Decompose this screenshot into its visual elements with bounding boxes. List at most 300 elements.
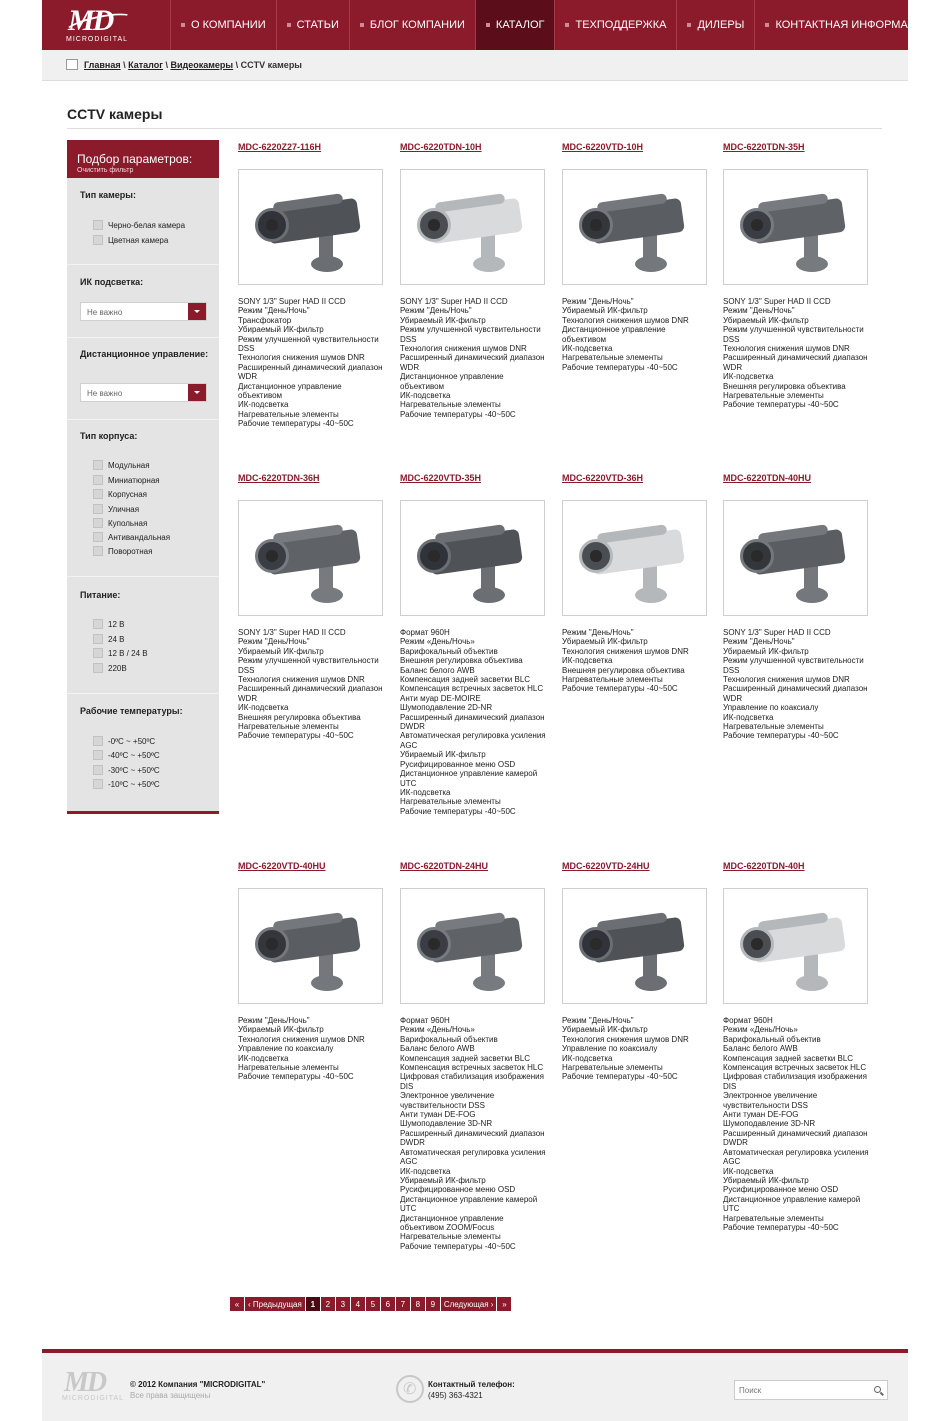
spec-line: Компенсация встречных засветок HLC	[400, 1063, 544, 1073]
spec-line: Режим улучшенной чувствительности	[238, 334, 379, 344]
product-specs	[723, 297, 875, 410]
option-label: 12 В / 24 В	[108, 648, 148, 658]
spec-line: DWDR	[400, 1138, 425, 1148]
spec-line: Убираемый ИК-фильтр	[723, 1175, 809, 1185]
camera-icon	[239, 501, 383, 616]
checkbox[interactable]	[93, 750, 103, 760]
page-button[interactable]: 5	[366, 1297, 380, 1311]
breadcrumb-current: CCTV камеры	[240, 60, 302, 70]
option-label: Модульная	[108, 460, 150, 470]
spec-line: Нагревательные элементы	[562, 675, 663, 685]
product-specs	[562, 1016, 714, 1082]
spec-line: Режим улучшенной чувствительности	[723, 325, 864, 335]
spec-line: Шумоподавление 2D-NR	[400, 703, 493, 713]
page-title: CCTV камеры	[67, 106, 163, 122]
spec-line: Компенсация задней засветки BLC	[723, 1053, 854, 1063]
logo-mark: MD	[68, 4, 113, 37]
product-image[interactable]	[400, 500, 545, 616]
spec-line: Нагревательные элементы	[238, 1063, 339, 1073]
spec-line: Убираемый ИК-фильтр	[400, 315, 486, 325]
logo-wordmark: MICRODIGITAL	[66, 36, 129, 43]
filter-group-title: Дистанционное управление:	[80, 349, 209, 359]
filter-option[interactable]	[93, 489, 147, 499]
spec-line: Технология снижения шумов DNR	[238, 675, 365, 685]
spec-line: ИК-подсветка	[238, 1053, 289, 1063]
option-label: -40ºC ~ +50ºC	[108, 750, 160, 760]
bullet-icon	[360, 23, 364, 27]
spec-line: Электронное увеличение	[723, 1091, 818, 1101]
clear-filter-link[interactable]: Очистить фильтр	[77, 167, 134, 174]
spec-line: объективом	[562, 334, 607, 344]
nav-label: КАТАЛОГ	[495, 19, 545, 31]
spec-line: объективом	[400, 381, 445, 391]
checkbox[interactable]	[93, 779, 103, 789]
product-name-link[interactable]: MDC-6220TDN-24HU	[400, 861, 489, 871]
spec-line: Нагревательные элементы	[562, 353, 663, 363]
rights-text: Все права защищены	[130, 1391, 211, 1400]
spec-line: Цифровая стабилизация изображения	[400, 1072, 544, 1082]
filter-option[interactable]	[93, 750, 160, 760]
product-specs	[400, 628, 552, 816]
option-label: Миниатюрная	[108, 475, 160, 485]
spec-line: Нагревательные элементы	[723, 1213, 824, 1223]
logo-wordmark: MICRODIGITAL	[62, 1395, 125, 1402]
filter-option[interactable]	[93, 220, 185, 230]
divider	[67, 337, 219, 338]
checkbox[interactable]	[93, 634, 103, 644]
breadcrumb-link-cameras[interactable]: Видеокамеры	[170, 60, 234, 70]
spec-line: Режим "День/Ночь"	[723, 637, 795, 647]
page-button[interactable]: 3	[336, 1297, 350, 1311]
page-button[interactable]: 2	[321, 1297, 335, 1311]
checkbox[interactable]	[93, 475, 103, 485]
spec-line: Баланс белого AWB	[400, 665, 475, 675]
spec-line: ИК-подсветка	[562, 1053, 613, 1063]
camera-icon	[563, 889, 707, 1004]
chevron-down-icon[interactable]	[188, 384, 206, 401]
filter-option[interactable]	[93, 504, 139, 514]
product-image[interactable]	[723, 500, 868, 616]
select-value: Не важно	[87, 308, 123, 317]
nav-label: КОНТАКТНАЯ ИНФОРМАЦИЯ	[775, 19, 932, 31]
filter-option[interactable]	[93, 235, 168, 245]
option-label: -30ºC ~ +50ºC	[108, 765, 160, 775]
product-name-link[interactable]: MDC-6220VTD-24HU	[562, 861, 650, 871]
spec-line: WDR	[238, 372, 258, 382]
spec-line: SONY 1/3" Super HAD II CCD	[238, 628, 346, 637]
spec-line: Шумоподавление 3D-NR	[723, 1119, 816, 1129]
site-header	[42, 0, 932, 50]
spec-line: Режим «День/Ночь»	[723, 1025, 798, 1035]
remote-control-select[interactable]	[80, 383, 207, 402]
filter-option[interactable]	[93, 460, 150, 470]
filter-group-title: Тип камеры:	[80, 190, 136, 200]
spec-line: Управление по коаксиалу	[238, 1044, 334, 1054]
option-label: Корпусная	[108, 489, 147, 499]
product-name-link[interactable]: MDC-6220VTD-40HU	[238, 861, 326, 871]
spec-line: Рабочие температуры -40~50С	[400, 409, 516, 419]
spec-line: Расширенный динамический диапазон	[238, 684, 383, 694]
filter-option[interactable]	[93, 619, 124, 629]
company-logo[interactable]	[64, 6, 144, 44]
spec-line: Убираемый ИК-фильтр	[562, 637, 648, 647]
spec-line: WDR	[238, 693, 258, 703]
camera-icon	[724, 501, 868, 616]
nav-label: СТАТЬИ	[296, 19, 339, 31]
nav-item-catalog[interactable]	[475, 0, 555, 50]
checkbox[interactable]	[93, 765, 103, 775]
spec-line: Режим улучшенной чувствительности	[400, 325, 541, 335]
filter-option[interactable]	[93, 648, 148, 658]
spec-line: Варифокальный объектив	[723, 1034, 821, 1044]
spec-line: Формат 960H	[400, 628, 450, 637]
next-page-button[interactable]: Следующая ›	[441, 1297, 497, 1311]
spec-line: Режим "День/Ночь"	[238, 306, 310, 316]
checkbox[interactable]	[93, 648, 103, 658]
spec-line: Рабочие температуры -40~50С	[562, 684, 678, 694]
spec-line: Убираемый ИК-фильтр	[238, 1025, 324, 1035]
page-button[interactable]: 4	[351, 1297, 365, 1311]
filter-title: Подбор параметров:	[77, 152, 193, 166]
bullet-icon	[287, 23, 291, 27]
product-name-link[interactable]: MDC-6220VTD-35H	[400, 473, 482, 483]
checkbox[interactable]	[93, 736, 103, 746]
page-button[interactable]: 7	[396, 1297, 410, 1311]
phone-label: Контактный телефон:	[428, 1380, 515, 1389]
spec-line: Дистанционное управление	[400, 372, 504, 382]
filter-option[interactable]	[93, 779, 160, 789]
breadcrumb-separator: \	[163, 60, 171, 70]
divider	[67, 576, 219, 577]
product-specs	[562, 297, 714, 372]
spec-line: Электронное увеличение	[400, 1091, 495, 1101]
bullet-icon	[565, 23, 569, 27]
checkbox[interactable]	[93, 220, 103, 230]
spec-line: Технология снижения шумов DNR	[723, 675, 850, 685]
spec-line: Технология снижения шумов DNR	[562, 1034, 689, 1044]
spec-line: Дистанционное управление камерой	[400, 1194, 538, 1204]
filter-option[interactable]	[93, 518, 147, 528]
spec-line: Убираемый ИК-фильтр	[238, 325, 324, 335]
spec-line: Режим «День/Ночь»	[400, 1025, 475, 1035]
select-value: Не важно	[87, 389, 123, 398]
page-button-current[interactable]: 1	[306, 1297, 320, 1311]
phone-number: (495) 363-4321	[428, 1391, 483, 1400]
spec-line: Варифокальный объектив	[400, 1034, 498, 1044]
spec-line: ИК-подсветка	[400, 787, 451, 797]
spec-line: Рабочие температуры -40~50С	[723, 1222, 839, 1232]
spec-line: Дистанционное управление камерой	[400, 769, 538, 779]
spec-line: Технология снижения шумов DNR	[723, 344, 850, 354]
spec-line: Нагревательные элементы	[562, 1063, 663, 1073]
search-icon[interactable]	[874, 1386, 881, 1393]
spec-line: Убираемый ИК-фильтр	[400, 1175, 486, 1185]
spec-line: Режим "День/Ночь"	[562, 1016, 634, 1025]
filter-group-title: Питание:	[80, 590, 121, 600]
footer-logo[interactable]	[60, 1367, 140, 1407]
spec-line: Расширенный динамический диапазон	[723, 353, 868, 363]
divider	[67, 419, 219, 420]
checkbox[interactable]	[93, 504, 103, 514]
nav-item-articles[interactable]	[276, 0, 349, 50]
product-name-link[interactable]: MDC-6220TDN-10H	[400, 142, 482, 152]
spec-line: Расширенный динамический диапазон	[400, 1128, 545, 1138]
product-specs	[723, 628, 875, 741]
spec-line: AGC	[400, 1157, 418, 1167]
filter-sidebar	[67, 140, 219, 814]
prev-page-button[interactable]: ‹ Предыдущая	[245, 1297, 305, 1311]
product-image[interactable]	[562, 888, 707, 1004]
spec-line: Нагревательные элементы	[238, 409, 339, 419]
camera-icon	[724, 170, 868, 285]
spec-line: Нагревательные элементы	[723, 722, 824, 732]
option-label: -10ºC ~ +50ºC	[108, 779, 160, 789]
spec-line: Компенсация встречных засветок HLC	[400, 684, 544, 694]
spec-line: Дистанционное управление	[562, 325, 666, 335]
filter-option[interactable]	[93, 634, 124, 644]
spec-line: SONY 1/3" Super HAD II CCD	[238, 297, 346, 306]
breadcrumb-separator: \	[233, 60, 241, 70]
spec-line: DSS	[723, 665, 740, 675]
page-button[interactable]: 6	[381, 1297, 395, 1311]
spec-line: Режим "День/Ночь"	[238, 1016, 310, 1025]
spec-line: Компенсация встречных засветок HLC	[723, 1063, 867, 1073]
page-button[interactable]: 8	[411, 1297, 425, 1311]
checkbox[interactable]	[93, 663, 103, 673]
spec-line: SONY 1/3" Super HAD II CCD	[723, 297, 831, 306]
camera-icon	[401, 170, 545, 285]
spec-line: Анти муар DE-MOIRE	[400, 693, 481, 703]
spec-line: Режим "День/Ночь"	[562, 297, 634, 306]
camera-icon	[563, 170, 707, 285]
product-specs	[723, 1016, 875, 1232]
camera-icon	[724, 889, 868, 1004]
spec-line: WDR	[400, 362, 420, 372]
last-page-button[interactable]: »	[497, 1297, 511, 1311]
spec-line: чувствительности DSS	[400, 1100, 485, 1110]
spec-line: Убираемый ИК-фильтр	[723, 646, 809, 656]
main-nav	[170, 0, 942, 50]
filter-option[interactable]	[93, 546, 152, 556]
spec-line: Дистанционное управление камерой	[723, 1194, 861, 1204]
product-name-link[interactable]: MDC-6220TDN-40H	[723, 861, 805, 871]
camera-icon	[239, 170, 383, 285]
filter-option[interactable]	[93, 663, 127, 673]
checkbox[interactable]	[93, 532, 103, 542]
breadcrumb-link-home[interactable]: Главная	[84, 60, 121, 70]
filter-option[interactable]	[93, 736, 155, 746]
spec-line: Рабочие температуры -40~50С	[723, 400, 839, 410]
option-label: Цветная камера	[108, 235, 169, 245]
spec-line: Автоматическая регулировка усиления	[400, 1147, 546, 1157]
product-image[interactable]	[562, 500, 707, 616]
spec-line: UTC	[723, 1204, 740, 1214]
spec-line: Расширенный динамический диапазон	[723, 1128, 868, 1138]
product-image[interactable]	[562, 169, 707, 285]
bullet-icon	[765, 23, 769, 27]
product-name-link[interactable]: MDC-6220VTD-10H	[562, 142, 644, 152]
spec-line: Русифицированное меню OSD	[400, 759, 516, 769]
spec-line: DSS	[238, 665, 255, 675]
nav-item-contacts[interactable]	[754, 0, 941, 50]
spec-line: Анти туман DE-FOG	[723, 1110, 799, 1120]
chevron-down-icon[interactable]	[188, 303, 206, 320]
product-specs	[238, 297, 390, 429]
spec-line: Технология снижения шумов DNR	[400, 344, 527, 354]
checkbox[interactable]	[93, 235, 103, 245]
spec-line: Управление по коаксиалу	[723, 703, 819, 713]
bullet-icon	[687, 23, 691, 27]
spec-line: Рабочие температуры -40~50С	[238, 731, 354, 741]
spec-line: Режим "День/Ночь"	[400, 306, 472, 316]
spec-line: Рабочие температуры -40~50С	[400, 806, 516, 816]
filter-option[interactable]	[93, 765, 160, 775]
product-specs	[400, 297, 552, 419]
spec-line: Режим "День/Ночь"	[562, 628, 634, 637]
product-image[interactable]	[723, 169, 868, 285]
spec-line: Убираемый ИК-фильтр	[238, 646, 324, 656]
spec-line: ИК-подсветка	[723, 712, 774, 722]
spec-line: объективом	[238, 391, 283, 401]
checkbox[interactable]	[93, 489, 103, 499]
nav-item-blog[interactable]	[349, 0, 475, 50]
spec-line: Режим "День/Ночь"	[238, 637, 310, 647]
checkbox[interactable]	[93, 546, 103, 556]
spec-line: Автоматическая регулировка усиления	[400, 731, 546, 741]
spec-line: Технология снижения шумов DNR	[562, 315, 689, 325]
camera-icon	[239, 889, 383, 1004]
title-divider	[67, 128, 882, 129]
spec-line: UTC	[400, 778, 417, 788]
ir-select[interactable]	[80, 302, 207, 321]
filter-header	[67, 140, 219, 178]
spec-line: DWDR	[400, 722, 425, 732]
spec-line: Баланс белого AWB	[723, 1044, 798, 1054]
spec-line: ИК-подсветка	[723, 1166, 774, 1176]
product-name-link[interactable]: MDC-6220Z27-116H	[238, 142, 322, 152]
nav-item-dealers[interactable]	[676, 0, 754, 50]
option-label: Антивандальная	[108, 532, 171, 542]
spec-line: Дистанционное управление	[238, 381, 342, 391]
breadcrumb	[84, 60, 302, 70]
bullet-icon	[486, 23, 490, 27]
option-label: Поворотная	[108, 546, 153, 556]
search-box	[734, 1380, 888, 1400]
nav-label: ТЕХПОДДЕРЖКА	[575, 19, 667, 31]
spec-line: ИК-подсветка	[400, 1166, 451, 1176]
option-label: Уличная	[108, 504, 140, 514]
nav-item-about[interactable]	[170, 0, 276, 50]
product-name-link[interactable]: MDC-6220TDN-36H	[238, 473, 320, 483]
spec-line: Компенсация задней засветки BLC	[400, 1053, 531, 1063]
camera-icon	[563, 501, 707, 616]
option-label: Купольная	[108, 518, 148, 528]
option-label: 24 В	[108, 634, 125, 644]
spec-line: Расширенный динамический диапазон	[400, 712, 545, 722]
spec-line: Внешняя регулировка объектива	[723, 381, 846, 391]
product-image[interactable]	[238, 888, 383, 1004]
spec-line: Нагревательные элементы	[723, 391, 824, 401]
search-input[interactable]	[739, 1384, 865, 1396]
spec-line: Компенсация задней засветки BLC	[400, 675, 531, 685]
logo-mark: MD	[64, 1367, 106, 1398]
camera-icon	[401, 889, 545, 1004]
spec-line: объективом ZOOM/Focus	[400, 1222, 495, 1232]
spec-line: Технология снижения шумов DNR	[238, 1034, 365, 1044]
nav-label: БЛОГ КОМПАНИИ	[369, 19, 465, 31]
breadcrumb-bar	[42, 50, 908, 81]
product-image[interactable]	[400, 888, 545, 1004]
nav-label: О КОМПАНИИ	[191, 19, 266, 31]
nav-item-support[interactable]	[554, 0, 676, 50]
product-specs	[400, 1016, 552, 1251]
bullet-icon	[181, 23, 185, 27]
first-page-button[interactable]: «	[230, 1297, 244, 1311]
spec-line: Шумоподавление 3D-NR	[400, 1119, 493, 1129]
spec-line: Формат 960H	[723, 1016, 773, 1025]
divider	[67, 264, 219, 265]
spec-line: Дистанционное управление	[400, 1213, 504, 1223]
spec-line: DSS	[400, 334, 417, 344]
spec-line: Нагревательные элементы	[400, 1232, 501, 1242]
page-button[interactable]: 9	[426, 1297, 440, 1311]
filter-option[interactable]	[93, 532, 170, 542]
spec-line: Внешняя регулировка объектива	[400, 656, 523, 666]
divider	[67, 693, 219, 694]
breadcrumb-link-catalog[interactable]: Каталог	[128, 60, 163, 70]
home-icon	[66, 59, 78, 70]
product-name-link[interactable]: MDC-6220TDN-35H	[723, 142, 805, 152]
spec-line: Внешняя регулировка объектива	[238, 712, 361, 722]
spec-line: Внешняя регулировка объектива	[562, 665, 685, 675]
spec-line: SONY 1/3" Super HAD II CCD	[723, 628, 831, 637]
spec-line: Нагревательные элементы	[400, 797, 501, 807]
product-name-link[interactable]: MDC-6220TDN-40HU	[723, 473, 812, 483]
spec-line: Расширенный динамический диапазон	[238, 362, 383, 372]
product-image[interactable]	[238, 169, 383, 285]
spec-line: DIS	[400, 1081, 414, 1091]
filter-group-title: Рабочие температуры:	[80, 706, 183, 716]
spec-line: Трансфокатор	[238, 315, 292, 325]
checkbox[interactable]	[93, 460, 103, 470]
spec-line: DWDR	[723, 1138, 748, 1148]
product-name-link[interactable]: MDC-6220VTD-36H	[562, 473, 644, 483]
option-label: -0ºC ~ +50ºC	[108, 736, 156, 746]
camera-icon	[401, 501, 545, 616]
spec-line: ИК-подсветка	[238, 703, 289, 713]
spec-line: Рабочие температуры -40~50С	[238, 1072, 354, 1082]
spec-line: ИК-подсветка	[723, 372, 774, 382]
spec-line: Рабочие температуры -40~50С	[723, 731, 839, 741]
spec-line: WDR	[723, 362, 743, 372]
product-image[interactable]	[400, 169, 545, 285]
phone-icon	[396, 1375, 424, 1403]
spec-line: Управление по коаксиалу	[562, 1044, 658, 1054]
product-image[interactable]	[238, 500, 383, 616]
filter-option[interactable]	[93, 475, 160, 485]
product-image[interactable]	[723, 888, 868, 1004]
copyright: © 2012 Компания "MICRODIGITAL"	[130, 1380, 266, 1389]
checkbox[interactable]	[93, 619, 103, 629]
checkbox[interactable]	[93, 518, 103, 528]
spec-line: Технология снижения шумов DNR	[238, 353, 365, 363]
spec-line: Рабочие температуры -40~50С	[562, 1072, 678, 1082]
spec-line: Режим улучшенной чувствительности	[723, 656, 864, 666]
spec-line: DSS	[238, 344, 255, 354]
spec-line: Автоматическая регулировка усиления	[723, 1147, 869, 1157]
product-specs	[238, 628, 390, 741]
filter-group-title: Тип корпуса:	[80, 431, 138, 441]
